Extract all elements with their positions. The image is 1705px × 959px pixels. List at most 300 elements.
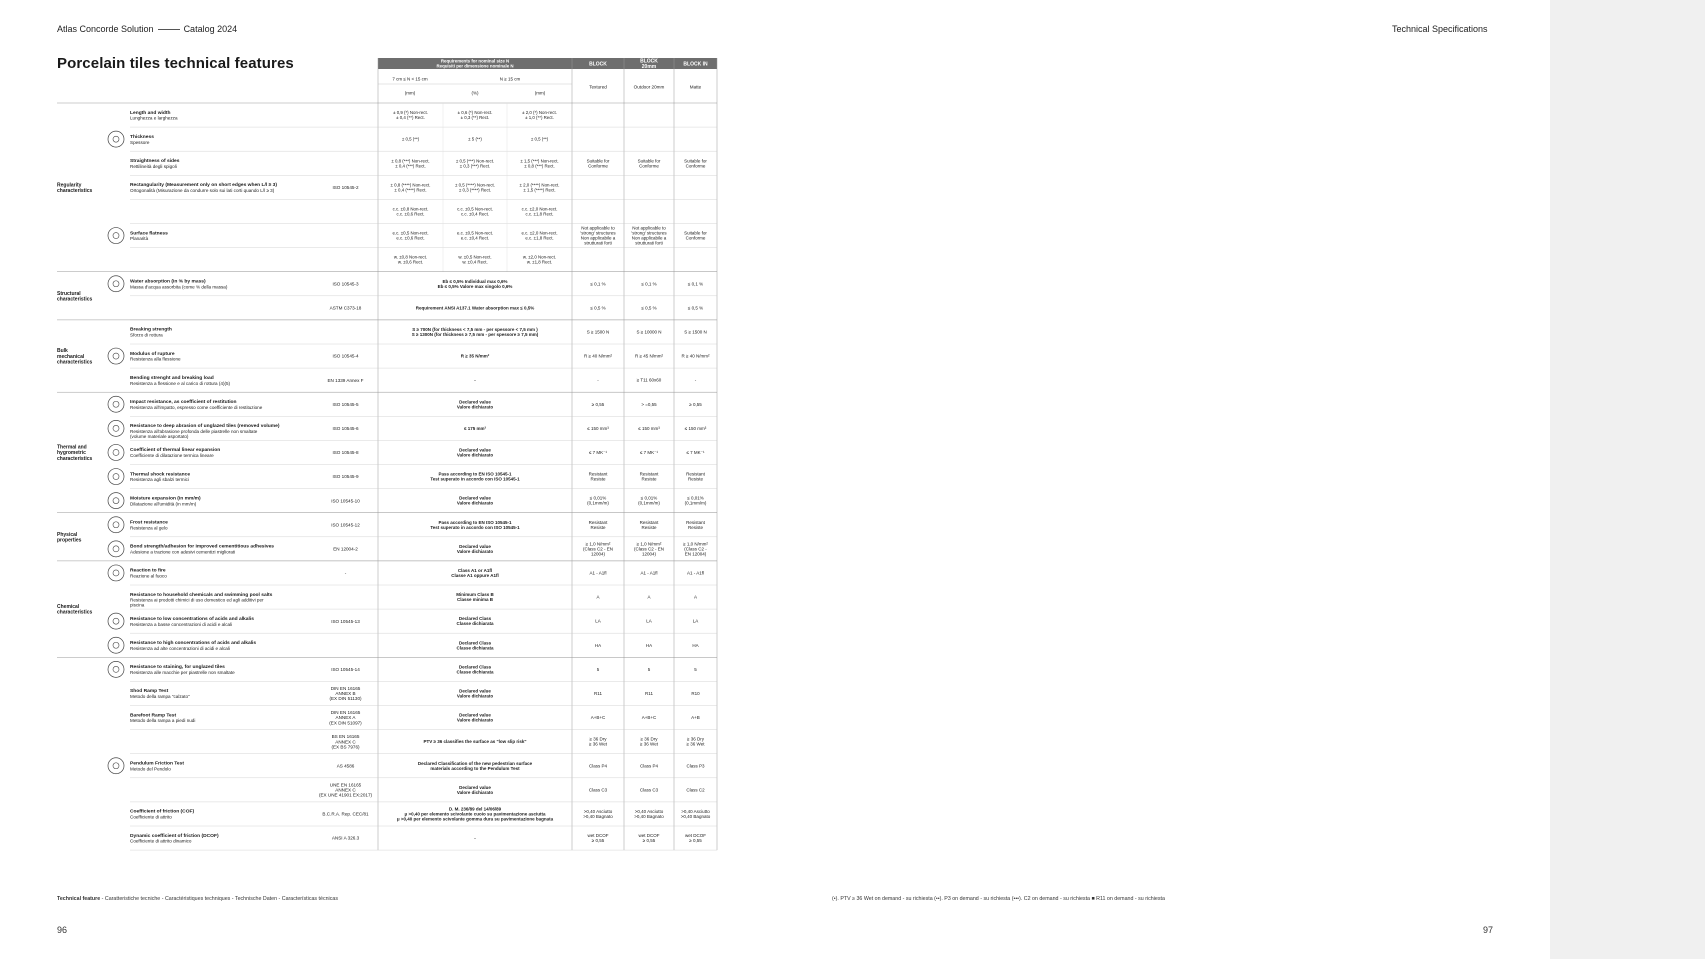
feature-name: Dynamic coefficient of friction (DCOF) (130, 833, 219, 839)
feature-name: Bond strength/adhesion for improved cementitious adhesives (130, 544, 275, 550)
category-label: Thermal and hygrometric characteristics (57, 444, 93, 462)
product-value: - (694, 377, 697, 383)
req-value: - (474, 377, 476, 383)
product-value: HA (645, 642, 653, 648)
feature-name-it: Adesione a trazione con adesivi cementizi migliorati (130, 549, 236, 555)
footnote-left (57, 896, 338, 902)
product-value: Class P3 (686, 763, 705, 769)
feature-name-it: Coefficiente di attrito (130, 814, 172, 820)
norm: ASTM C373-18 (329, 305, 362, 311)
product-value: Class P4 (588, 763, 608, 769)
product-value: ≥ 0,55 (689, 401, 702, 407)
req-value: ± 0,8 (****) Non-rect. ± 0,4 (****) Rect. (390, 182, 431, 193)
left-spec-table (0, 55, 720, 855)
req-value: ± 0,6 (*) Non-rect. ± 0,3 (**) Rect. (457, 110, 493, 121)
icon-circle (108, 493, 124, 509)
req-value: Pass according to EN ISO 10545-1 Test superato in accordo con ISO 10545-1 (430, 519, 520, 530)
product-name: BLOCK (589, 61, 607, 68)
product-value: Suitable for Conforme (684, 230, 707, 241)
icon-dot (113, 353, 119, 359)
product-value: A (693, 594, 698, 600)
req-header: Requirements for nominal size N Requisiti per dimensione nominale N (436, 58, 514, 69)
product-finish: Textured (589, 84, 607, 90)
norm: ISO 10545-10 (331, 498, 360, 504)
feature-row (108, 517, 717, 537)
feature-row (130, 806, 717, 826)
norm: ANSI A 326.3 (331, 835, 360, 841)
product-value: R11 (645, 691, 653, 697)
product-value: ≤ 0,5 % (641, 305, 657, 311)
product-value: Not applicable to 'strong' structures Non applicabile a strutturati forti (580, 225, 616, 246)
feature-name: Breaking strength (130, 327, 172, 333)
feature-name-it: Resistenza a flessione e al carico di rottura (4)(5) (130, 380, 231, 386)
feature-name: Thermal shock resistance (130, 472, 191, 478)
norm: DIN EN 16165 ANNEX A (EX DIN 51097) (329, 710, 362, 726)
feature-name-it: Spessore (130, 139, 150, 145)
req-value: S ≥ 700N (for thickness < 7,5 mm - per spessore < 7,5 mm ) S ≥ 1300N (for thickness ≥ 7,5 mm - per spessore ≥ 7,5 mm) (411, 327, 539, 338)
product-finish: Matte (689, 84, 702, 90)
feature-name-it: Resistenza alle macchie per piastrelle non smaltate (130, 669, 235, 675)
product-value: - (597, 377, 599, 383)
moisture-icon (108, 493, 124, 509)
feature-row (130, 592, 717, 609)
page-number-right: 97 (1483, 925, 1494, 935)
norm: EN 12004-2 (333, 546, 358, 552)
req-value: w. ±0,5 Non-rect. w. ±0,4 Rect. (458, 254, 492, 265)
catalog-label: Catalog 2024 (183, 24, 238, 34)
req-unit: (%) (471, 90, 479, 96)
icon-dot (113, 425, 119, 431)
feature-name: Water absorption (in % by mass) (130, 279, 206, 285)
footnote-rest: - Caratteristiche tecniche - Caractéristiques techniques - Technische Daten - Características técnicas (100, 896, 338, 902)
product-value: LA (646, 618, 652, 624)
category-label: Physical properties (57, 531, 82, 544)
product-value: ≤ 0,01% (0,1mm/m) (638, 495, 660, 506)
water-drop-icon (108, 276, 124, 292)
feature-name: Coefficient of friction (COF) (130, 809, 195, 815)
req-value: ± 0,5 (****) Non-rect. ± 0,3 (****) Rect. (455, 182, 495, 193)
feature-row (108, 396, 717, 416)
product-value: ≥ 36 Dry ≥ 36 Wet (640, 736, 658, 747)
product-value: A (596, 594, 600, 600)
req-value: Declared Class Classe dichiarata (456, 616, 494, 627)
feature-name: Resistance to low concentrations of acids and alkalis (130, 616, 254, 622)
req-value: ± 0,5 (**) (401, 136, 420, 142)
norm: ISO 10545-13 (331, 618, 360, 624)
req-value: ± 5 (**) (468, 136, 482, 142)
icon-circle (108, 517, 124, 533)
req-value: Minimum Class B Classe minima B (456, 592, 494, 603)
feature-name-it: Dilatazione all'umidità (in mm/m) (130, 501, 197, 507)
req-value: PTV ≥ 36 classifies the surface as "low slip risk" (423, 739, 527, 745)
product-value: S ≥ 1500 N (586, 329, 610, 335)
product-value: Class C2 (686, 787, 705, 793)
gauge-icon (108, 131, 124, 147)
feature-row (130, 710, 717, 730)
product-value: ≤ 0,01% (0,1mm/m) (587, 495, 609, 506)
req-value: Declared value Valore dichiarato (456, 399, 494, 410)
feature-row (108, 469, 717, 489)
feature-name: Resistance to deep abrasion of unglazed tiles (removed volume) (130, 424, 280, 430)
product-value: A+B+C (590, 715, 606, 721)
product-value: ≥ 1,0 N/mm² (Class C2 - EN 12004) (633, 541, 665, 557)
feature-row (108, 420, 717, 440)
feature-name-it: Coefficiente di attrito dinamico (130, 838, 192, 844)
req-value: ± 2,0 (*) Non-rect. ± 1,0 (**) Rect. (522, 110, 557, 121)
icon-dot (113, 666, 119, 672)
req-value: Declared value Valore dichiarato (456, 784, 494, 795)
abrasion-icon (108, 420, 124, 436)
feature-name: Thickness (130, 134, 154, 140)
icon-dot (113, 570, 119, 576)
product-value: ≤ 0,5 % (687, 305, 704, 311)
feature-name-it: Resistenza ad alte concentrazioni di acidi e alcali (130, 645, 230, 651)
product-value: ≤ 0,1 % (687, 281, 704, 287)
icon-circle (108, 131, 124, 147)
product-value: > =0,55 (641, 401, 657, 407)
category-label: Regularity characteristics (57, 182, 93, 194)
product-value: A1 - A1fl (640, 570, 658, 576)
req-value: Declared value Valore dichiarato (456, 688, 494, 699)
product-value: R11 (594, 691, 602, 697)
product-value: HA (692, 642, 699, 648)
feature-name-it: Planarità (130, 236, 149, 242)
product-value: ≥ 1,0 N/mm² (Class C2 - EN 12004) (582, 541, 614, 557)
product-value: LA (595, 618, 601, 624)
product-value: Resistant Resiste (686, 519, 705, 530)
req-value: Class A1 or A1fl Classe A1 oppure A1fl (451, 568, 499, 579)
norm: ISO 10545-14 (331, 666, 360, 672)
icon-dot (113, 281, 119, 287)
icon-dot (113, 474, 119, 480)
feature-name: Straightness of sides (130, 158, 180, 164)
feature-name: Reaction to fire (130, 568, 166, 574)
icon-circle (108, 613, 124, 629)
feature-name-it: Massa d'acqua assorbita (come % della massa) (130, 284, 228, 290)
icon-dot (113, 449, 119, 455)
feature-row (130, 151, 717, 175)
feature-row (130, 199, 717, 223)
product-value: A1 - A1fl (589, 570, 607, 576)
product-value: A1 - A1fl (686, 570, 705, 576)
icon-dot (113, 498, 119, 504)
feature-name-it: Resistenza agli sbalzi termici (130, 477, 189, 483)
feature-name: Coefficient of thermal linear expansion (130, 448, 221, 454)
req-value: Declared Classification of the new pedestrian surface materials according to the Pendulum Test (417, 760, 533, 771)
icon-circle (108, 661, 124, 677)
feature-name-it: Resistenza a basse concentrazioni di acidi e alcali (130, 621, 233, 627)
product-value: Class P4 (639, 763, 659, 769)
chemical-icon (108, 613, 124, 629)
feature-row (130, 175, 717, 199)
adhesion-icon (108, 541, 124, 557)
req-value: e.c. ±0,5 Non-rect. e.c. ±0,4 Rect. (456, 230, 494, 241)
product-value: A+B (691, 715, 700, 721)
feature-row (108, 661, 717, 681)
product-finish: Outdoor 20mm (633, 84, 665, 90)
frost-icon (108, 517, 124, 533)
norm: AS 4586 (336, 763, 355, 769)
feature-name-it: Ortogonalità (Misurazione da condurre solo sui lati corti quando L/l ≥ 3) (130, 187, 275, 193)
page-title: Porcelain tiles technical features (57, 55, 294, 72)
icon-dot (113, 642, 119, 648)
page-header-right: Technical Specifications (1392, 24, 1488, 34)
norm: ISO 10545-9 (332, 474, 359, 480)
norm: - (344, 570, 347, 576)
feature-row (108, 444, 717, 464)
req-value: Declared Class Classe dichiarata (456, 640, 494, 651)
req-sub: 7 cm ≤ N < 15 cm (392, 76, 428, 82)
product-value: Resistant Resiste (588, 471, 608, 482)
feature-name: Frost resistance (130, 520, 168, 526)
product-value: Suitable for Conforme (637, 158, 661, 169)
product-value: ≤ 7 MK⁻¹ (639, 450, 659, 456)
product-value: >0,40 Asciutto >0,40 Bagnato (680, 809, 711, 820)
icon-circle (108, 469, 124, 485)
req-value: Pass according to EN ISO 10545-1 Test superato in accordo con ISO 10545-1 (430, 471, 520, 482)
norm: ISO 10545-8 (332, 450, 359, 456)
pendulum-icon (108, 758, 124, 774)
norm: UNE EN 16165 ANNEX C (EX UNE 41901 EX:2017) (318, 782, 373, 798)
icon-circle (108, 565, 124, 581)
product-value: ≤ 150 mm³ (587, 425, 609, 431)
feature-row (130, 375, 717, 392)
req-value: e.c. ±0,5 Non-rect. e.c. ±0,6 Rect. (392, 230, 429, 241)
page-header-left (57, 24, 237, 34)
norm: DIN EN 16165 ANNEX B (EX DIN 51130) (329, 685, 362, 702)
req-value: e.c. ±2,0 Non-rect. e.c. ±1,8 Rect. (521, 230, 558, 241)
feature-name: Surface flatness (130, 231, 168, 237)
stain-icon (108, 661, 124, 677)
feature-row (130, 782, 717, 802)
brand-name: Atlas Concorde Solution (57, 24, 154, 34)
product-value: ≤ 7 MK⁻¹ (588, 450, 608, 456)
icon-dot (113, 618, 119, 624)
feature-name-it: Metodo della rampa "calzato" (130, 694, 190, 700)
feature-name: Pendulum Friction Test (130, 761, 184, 767)
product-value: Resistant Resiste (639, 471, 659, 482)
product-value: ≤ 150 mm³ (684, 425, 707, 431)
product-value: S ≥ 10000 N (636, 329, 662, 335)
req-value: ≤ 175 mm³ (464, 425, 486, 431)
product-value: S ≥ 1500 N (684, 329, 707, 335)
product-value: R ≥ 45 N/mm² (635, 353, 663, 359)
feature-row (130, 103, 717, 127)
product-value: Resistant Resiste (686, 471, 705, 482)
product-value: Resistant Resiste (639, 519, 659, 530)
thermal-shock-icon (108, 469, 124, 485)
feature-row (108, 541, 717, 561)
feature-name: Length and width (130, 110, 171, 116)
feature-row (130, 734, 717, 754)
icon-dot (113, 136, 119, 142)
icon-circle (108, 637, 124, 653)
feature-row (130, 833, 717, 850)
product-value: wet DCOF ≥ 0,55 (587, 833, 609, 844)
product-value: ≥ 36 Dry ≥ 36 Wet (589, 736, 607, 747)
product-name: BLOCK IN (683, 61, 708, 68)
icon-circle (108, 276, 124, 292)
req-value: ± 1,5 (***) Non-rect. ± 0,8 (***) Rect. (520, 158, 559, 169)
req-unit: (mm) (534, 90, 546, 96)
feature-row (108, 224, 717, 248)
req-value: ± 2,0 (****) Non-rect. ± 1,5 (****) Rect. (519, 182, 560, 193)
req-value: Declared value Valore dichiarato (456, 447, 494, 458)
feature-name-it: Coefficiente di dilatazione termica lineare (130, 453, 214, 459)
norm: ISO 10545-3 (332, 281, 359, 287)
page-number-left: 96 (57, 925, 68, 935)
feature-name-it: Resistenza ai prodotti chimici di uso domestico ed agli additivi per piscina (130, 597, 264, 608)
feature-name: Resistance to household chemicals and swimming pool salts (130, 592, 273, 598)
req-value: ± 0,9 (*) Non-rect. ± 0,4 (**) Rect. (393, 110, 428, 121)
product-value: Class C3 (588, 787, 608, 793)
icon-circle (108, 541, 124, 557)
feature-name-it: Resistenza all'impatto, espresso come coefficiente di restituzione (130, 404, 263, 410)
product-value: >0,40 Asciutto >0,40 Bagnato (583, 809, 613, 820)
icon-circle (108, 348, 124, 364)
feature-name: Resistance to staining, for unglazed tiles (130, 665, 225, 671)
req-value: Declared value Valore dichiarato (456, 543, 494, 554)
product-value: 5 (596, 666, 600, 672)
feature-name: Modulus of rupture (130, 351, 175, 357)
feature-row (108, 348, 717, 368)
feature-row (130, 305, 717, 319)
feature-name-it: Resistenza al gelo (130, 525, 168, 531)
product-value: ≥ 0,55 (591, 401, 605, 407)
feature-row (108, 758, 717, 778)
feature-name-it: Sforzo di rottura (130, 332, 163, 338)
product-value: wet DCOF ≥ 0,55 (638, 833, 660, 844)
product-value: ≤ 7 MK⁻¹ (686, 450, 705, 456)
req-value: ± 0,5 (**) (530, 136, 549, 142)
req-value: Requirement ANSI A137.1 Water absorption max ≤ 0,5% (415, 305, 535, 311)
feature-name-it: Rettilineità degli spigoli (130, 163, 177, 169)
req-value: Declared value Valore dichiarato (456, 712, 494, 723)
norm: BS EN 16165 ANNEX C (EX BS 7976) (331, 734, 360, 750)
product-value: ≤ 0,1 % (590, 281, 606, 287)
feature-name: Resistance to high concentrations of acids and alkalis (130, 640, 257, 646)
feature-name: Moisture expansion (in mm/m) (130, 496, 201, 502)
icon-circle (108, 758, 124, 774)
icon-circle (108, 420, 124, 436)
feature-row (130, 686, 717, 706)
rupture-icon (108, 348, 124, 364)
product-value: ≥ 1,0 N/mm² (Class C2 -EN 12004) (683, 541, 708, 557)
product-value: 5 (694, 666, 697, 672)
product-value: ≤ 0,1 % (641, 281, 657, 287)
product-value: ≤ 0,01% (0,1mm/m) (684, 495, 707, 506)
norm: ISO 10545-2 (332, 184, 359, 190)
product-value: wet DCOF ≥ 0,55 (684, 833, 707, 844)
feature-row (108, 127, 717, 151)
product-value: 5 (647, 666, 651, 672)
footnote-right: (•). PTV ≥ 36 Wet on demand - su richiesta (••). P3 on demand - su richiesta (•••). C2 on demand - su richiesta ■ R11 on demand - su richiesta (832, 896, 1165, 902)
product-value: Not applicable to 'strong' structures Non applicabile a strutturati forti (631, 225, 667, 246)
feature-row (108, 493, 717, 513)
feature-row (130, 327, 717, 344)
table-header-bar (378, 58, 717, 69)
req-value: c.c. ±0,5 Non-rect. c.c. ±0,4 Rect. (457, 206, 493, 217)
norm: B.C.R.A. Rep. CEC/81 (322, 811, 369, 817)
norm: ISO 10545-6 (332, 425, 359, 431)
icon-circle (108, 444, 124, 460)
icon-dot (113, 233, 119, 239)
product-value: ≤ 150 mm³ (638, 425, 660, 431)
product-value: ≤ 0,5 % (590, 305, 606, 311)
category-label: Chemical characteristics (57, 604, 93, 616)
product-value: ≥ 36 Dry ≥ 36 Wet (686, 736, 705, 747)
feature-name: Shod Ramp Test (130, 689, 169, 695)
icon-dot (113, 401, 119, 407)
product-value: Suitable for Conforme (684, 158, 707, 169)
req-value: Declared value Valore dichiarato (456, 495, 494, 506)
req-value: w. ±0,8 Non-rect. w. ±0,6 Rect. (393, 254, 428, 265)
product-value: Resistant Resiste (588, 519, 608, 530)
product-value: ≥ T11 60x60 (636, 377, 662, 383)
icon-dot (113, 522, 119, 528)
footnote-bold: Technical feature (57, 896, 101, 902)
impact-icon (108, 396, 124, 412)
feature-row (108, 565, 717, 585)
product-value: R10 (691, 691, 700, 697)
product-value: R ≥ 40 N/mm² (584, 353, 612, 359)
req-value: R ≥ 35 N/mm² (460, 353, 490, 359)
feature-row (108, 613, 717, 633)
req-value: c.c. ±0,8 Non-rect. c.c. ±0,6 Rect. (392, 206, 429, 217)
icon-dot (113, 546, 119, 552)
fire-icon (108, 565, 124, 581)
req-value: D. M. 236/89 del 14/06/89 μ >0,40 per elemento scivolante cuoio su pavimentazione asciutta μ >0,40 per elemento scivolante gomma dura su pavimentazione bagnata (396, 806, 554, 822)
feature-row (108, 637, 717, 657)
norm: EN 1339 Annex F (327, 377, 364, 383)
feature-name: Rectangularity (Measurement only on short edges when L/l ≥ 3) (130, 183, 277, 189)
product-value: >0,40 Asciutto >0,40 Bagnato (634, 809, 664, 820)
feature-name-it: Resistenza all'abrasione profonda delle piastrelle non smaltate (volume materiale asportato) (130, 428, 258, 440)
product-value: LA (692, 618, 699, 624)
feature-row (108, 276, 717, 296)
feature-name-it: Metodo del Pendolo (130, 766, 171, 772)
feature-name-it: Metodo della rampa a piedi nudi (130, 718, 196, 724)
feature-name: Impact resistance, as coefficient of restitution (130, 399, 237, 405)
req-value: ± 0,8 (***) Non-rect. ± 0,4 (***) Rect. (391, 158, 430, 169)
icon-dot (113, 763, 119, 769)
feature-name: Barefoot Ramp Test (130, 713, 177, 719)
product-value: Suitable for Conforme (586, 158, 610, 169)
req-value: w. ±2,0 Non-rect. w. ±1,8 Rect. (522, 254, 557, 265)
feature-name-it: Reazione al fuoco (130, 573, 167, 579)
product-value: A+B+C (641, 715, 657, 721)
req-sub: N ≥ 15 cm (499, 76, 521, 82)
acid-icon (108, 637, 124, 653)
product-value: Class C3 (639, 787, 659, 793)
req-value: - (474, 835, 476, 841)
feature-name-it: Resistenza alla flessione (130, 356, 181, 362)
norm: ISO 10545-5 (332, 401, 359, 407)
icon-circle (108, 396, 124, 412)
product-value: R ≥ 40 N/mm² (681, 353, 710, 359)
flatness-icon (108, 228, 124, 244)
req-value: ± 0,5 (***) Non-rect. ± 0,3 (***) Rect. (455, 158, 495, 169)
icon-circle (108, 228, 124, 244)
feature-row (130, 248, 717, 272)
feature-name-it: Lunghezza e larghezza (130, 115, 178, 121)
category-label: Structural characteristics (57, 290, 93, 303)
category-label: Bulk mechanical characteristics (57, 348, 93, 366)
sidebar-nav (1550, 0, 1705, 959)
req-value: Declared Class Classe dichiarata (456, 664, 494, 675)
req-value: Eb ≤ 0,5% Individual max 0,6% Eb ≤ 0,5% Valore max singolo 0,6% (437, 278, 513, 289)
product-value: A (647, 594, 651, 600)
